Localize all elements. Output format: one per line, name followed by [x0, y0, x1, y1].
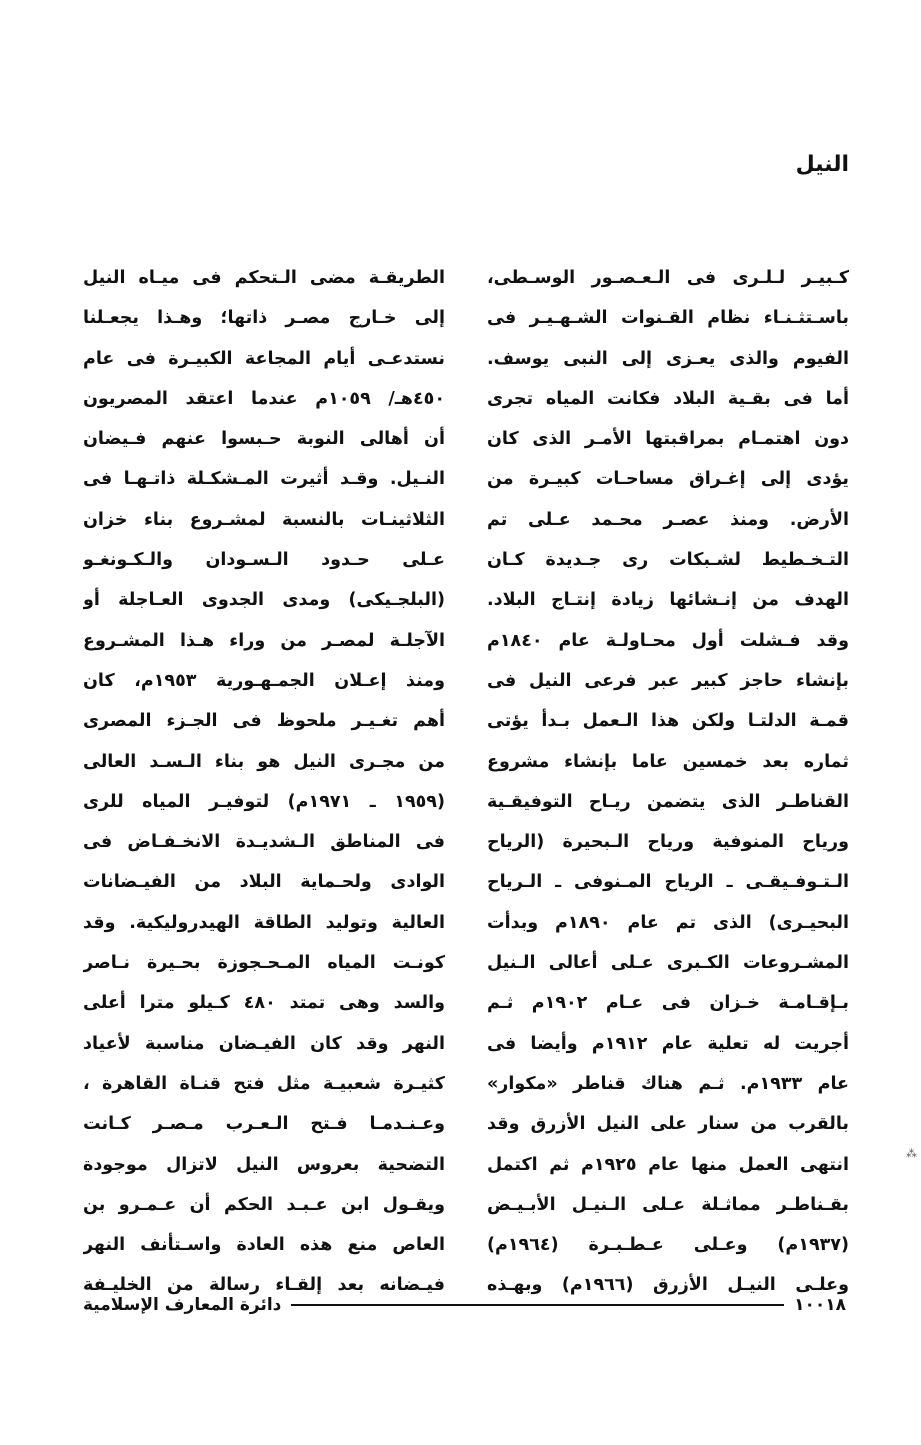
text-line: التـخـطيط لشـبكات رى جـديدة كـان — [487, 550, 849, 571]
text-line: أجريت له تعلية عام ١٩١٢م وأيضا فى — [487, 1033, 849, 1054]
text-line: والسد وهى تمتد ٤٨٠ كـيلو مترا أعلى — [83, 993, 445, 1014]
text-line: النهر وقد كان الفيـضان مناسبة لأعياد — [83, 1033, 445, 1054]
text-line: فيـضانه بعد إلقـاء رسالة من الخليـفة — [83, 1275, 445, 1296]
text-line: ثماره بعد خمسين عاما بإنشاء مشروع — [487, 751, 849, 772]
text-line: إلى خـارج مصـر ذاتها؛ وهـذا يجعـلنا — [83, 308, 445, 329]
text-line: العالية وتوليد الطاقة الهيدروليكية. وقد — [83, 912, 445, 933]
text-line: دون اهتمـام بمراقبتها الأمـر الذى كان — [487, 429, 849, 450]
text-line: الطريقـة مضى الـتحكم فى ميـاه النيل — [83, 268, 445, 288]
text-line: وعـنـدمـا فـتح الـعـرب مـصـر كـانت — [83, 1114, 445, 1135]
text-line: النـيل. وقـد أثيرت المـشكـلة ذاتـهـا فى — [83, 469, 445, 490]
text-line: بإنشاء حاجز كبير عبر فرعى النيل فى — [487, 670, 849, 691]
text-line: القناطـر الذى يتضمن ريـاح التوفيقـية — [487, 791, 849, 812]
page-number: ١٠٠١٨ — [794, 1295, 846, 1315]
text-column-left — [83, 258, 445, 1306]
text-line: قمـة الدلتـا ولكن هذا الـعمل بـدأ يؤتى — [487, 711, 849, 732]
text-line: الفيوم والذى يعـزى إلى النبى يوسف. — [487, 348, 849, 369]
text-line: عـلى حـدود الـسـودان والـكـونغـو — [83, 550, 445, 571]
text-line: الأرض. ومنذ عصـر محـمد عـلى تم — [487, 509, 849, 530]
text-line: الثلاثينـات بالنسبة لمشـروع بناء خزان — [83, 509, 445, 530]
text-line: الوادى ولحـماية البلاد من الفيـضانات — [83, 872, 445, 893]
text-line: المشـروعات الكـبرى عـلى أعالى الـنيل — [487, 953, 849, 974]
text-line: الهدف من إنـشائها زيادة إنتـاج البلاد. — [487, 590, 849, 611]
text-line: أما فى بقـية البلاد فكانت المياه تجرى — [487, 388, 849, 409]
scan-artifact-icon: ⁂ — [906, 1147, 917, 1160]
text-line: وعلـى النيـل الأزرق (١٩٦٦م) وبهـذه — [487, 1275, 849, 1296]
text-line: كـبيـر لـلـرى فى الـعـصـور الوسـطى، — [487, 268, 849, 288]
text-line: كونـت المياه المـحـجوزة بحـيرة نـاصر — [83, 953, 445, 974]
text-line: وقد فـشلت أول محـاولـة عام ١٨٤٠م — [487, 630, 849, 651]
text-line: يؤدى إلى إغـراق مساحـات كبيـرة من — [487, 469, 849, 490]
text-line: (١٩٥٩ ـ ١٩٧١م) لتوفيـر المياه للرى — [83, 791, 445, 812]
text-line: (البلجـيكى) ومدى الجدوى العـاجلة أو — [83, 590, 445, 611]
text-line: فى المناطق الـشديـدة الانخـفـاض فى — [83, 832, 445, 853]
text-column-right — [487, 258, 849, 1306]
text-line: انتهى العمل منها عام ١٩٢٥م ثم اكتمل — [487, 1154, 849, 1175]
text-line: التضحية بعروس النيل لاتزال موجودة — [83, 1154, 445, 1175]
text-line: باسـتثـنـاء نظام القـنوات الشـهـيـر فى — [487, 308, 849, 329]
footer-divider — [291, 1304, 784, 1306]
text-line: ٤٥٠هـ/ ١٠٥٩م عندما اعتقد المصريون — [83, 388, 445, 409]
text-line: بالقرب من سنار على النيل الأزرق وقد — [487, 1114, 849, 1135]
text-line: من مجـرى النيل هو بناء الـسـد العالى — [83, 751, 445, 772]
text-line: أن أهالى النوبة حـبسوا عنهم فـيضان — [83, 429, 445, 450]
text-line: الـتـوفـيقـى ـ الرياح المـنوفى ـ الـرياح — [487, 872, 849, 893]
text-line: (١٩٣٧م) وعـلى عـطـبـرة (١٩٦٤م) — [487, 1235, 849, 1256]
publication-title: دائرة المعارف الإسلامية — [83, 1295, 282, 1315]
text-line: كثيـرة شعبيـة مثل فتح قنـاة القاهرة ، — [83, 1073, 445, 1094]
text-line: عام ١٩٣٣م. ثـم هناك قناطر «مكوار» — [487, 1073, 849, 1094]
text-line: ويقـول ابن عـبـد الحكم أن عـمـرو بن — [83, 1194, 445, 1215]
text-line: بـإقـامـة خـزان فى عـام ١٩٠٢م ثـم — [487, 993, 849, 1014]
text-line: ورياح المنوفية ورياح الـبحيرة (الرياح — [487, 832, 849, 853]
text-line: نستدعـى أيام المجاعة الكبيـرة فى عام — [83, 348, 445, 369]
text-line: بقـناطـر مماثـلة عـلى الـنيـل الأبـيـض — [487, 1194, 849, 1215]
text-line: العاص منع هذه العادة واسـتأنف النهر — [83, 1235, 445, 1256]
text-line: البحيـرى) الذى تم عام ١٨٩٠م وبدأت — [487, 912, 849, 933]
page-footer — [83, 1290, 846, 1320]
text-line: ومنذ إعـلان الجمـهـورية ١٩٥٣م، كان — [83, 670, 445, 691]
text-line: أهم تغـيـر ملحوظ فى الجـزء المصرى — [83, 711, 445, 732]
page-title: النيل — [795, 152, 849, 177]
text-line: الآجلـة لمصـر من وراء هـذا المشـروع — [83, 630, 445, 651]
